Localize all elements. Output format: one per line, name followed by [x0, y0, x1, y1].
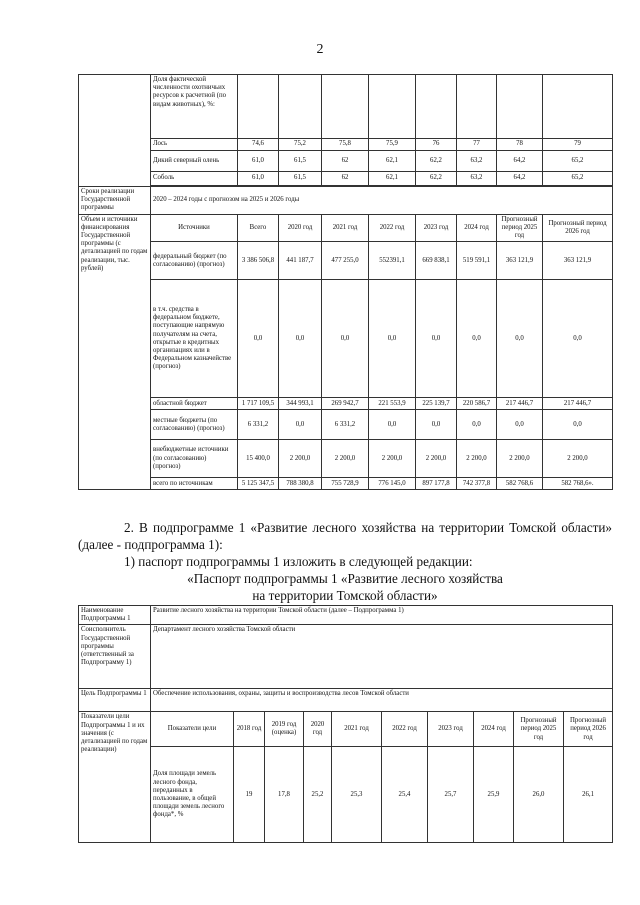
indicator-row-sable: Соболь 61,0 61,5 62 62,1 62,2 63,2 64,2 65,2 [79, 172, 613, 186]
funding-header-row: Объем и источники финансирования Государственной программы (с детализацией по годам реализации, тыс. рублей) Источники Всего 2020 год 2021 год 2022 год 2023 год 2024 год Прогнозный период 2025 год Прогнозный период 2026 год [79, 214, 613, 242]
passport-title-line1: «Паспорт подпрограммы 1 «Развитие лесного хозяйства [187, 571, 503, 586]
page-number: 2 [316, 42, 324, 57]
indicator-row-moose: Лось 74,6 75,2 75,8 75,9 76 77 78 79 [79, 139, 613, 151]
blank-label-cell [79, 75, 151, 187]
funding-row-extrabudget: внебюджетные источники (по согласованию) (прогноз) 15 400,0 2 200,0 2 200,0 2 200,0 2 200,0 2 200,0 2 200,0 2 200,0 [79, 440, 613, 478]
terms-value: 2020 – 2024 годы с прогнозом на 2025 и 2026 годы [151, 187, 613, 215]
funding-row-local: местные бюджеты (по согласованию) (прогноз) 6 331,2 0,0 6 331,2 0,0 0,0 0,0 0,0 0,0 [79, 410, 613, 440]
funding-label: Объем и источники финансирования Государственной программы (с детализацией по годам реализации, тыс. рублей) [79, 214, 151, 490]
terms-row: Сроки реализации Государственной программы 2020 – 2024 годы с прогнозом на 2025 и 2026 годы [79, 187, 613, 215]
funding-row-total: всего по источникам 5 125 347,5 788 380,8 755 728,9 776 145,0 897 177,8 742 377,8 582 768,6 582 768,6». [79, 478, 613, 490]
program-passport-table [78, 74, 613, 490]
subprogram-passport-table [78, 605, 613, 843]
goal-indicators-header-row: Показатели цели Подпрограммы 1 и их значения (с детализацией по годам реализации) Показатели цели 2018 год 2019 год (оценка) 2020 год 2021 год 2022 год 2023 год 2024 год Прогнозный период 2025 год Прогнозный период 2026 год [79, 712, 613, 747]
passport-title-line2: на территории Томской области» [252, 588, 438, 603]
subprogram-name-row: Наименование Подпрограммы 1 Развитие лесного хозяйства на территории Томской области (далее – Подпрограмма 1) [79, 606, 613, 625]
paragraph-subprogram-amendment: 2. В подпрограмме 1 «Развитие лесного хозяйства на территории Томской области» (далее - подпрограмма 1): [78, 520, 612, 552]
funding-row-federal: федеральный бюджет (по согласованию) (прогноз) 3 386 506,8 441 187,7 477 255,0 552391,1 669 838,1 519 591,1 363 121,9 363 121,9 [79, 242, 613, 280]
funding-row-federal-direct: в т.ч. средства в федеральном бюджете, поступающие напрямую получателям на счета, открытые в кредитных организациях или в Федеральном казначействе (прогноз) 0,0 0,0 0,0 0,0 0,0 0,0 0,0 0,0 [79, 280, 613, 398]
goal-row: Цель Подпрограммы 1 Обеспечение использования, охраны, защиты и воспроизводства лесов Томской области [79, 689, 613, 712]
indicator-header: Доля фактической численности охотничьих ресурсов к расчетной (по видам животных), %: [151, 75, 238, 139]
goal-indicators-label: Показатели цели Подпрограммы 1 и их значения (с детализацией по годам реализации) [79, 712, 151, 843]
funding-row-regional: областной бюджет 1 717 109,5 344 993,1 269 942,7 221 553,9 225 139,7 220 586,7 217 446,7 217 446,7 [79, 398, 613, 410]
paragraph-passport-instruction: 1) паспорт подпрограммы 1 изложить в следующей редакции: [124, 554, 473, 569]
co-executor-row: Соисполнитель Государственной программы (ответственный за Подпрограмму 1) Департамент лесного хозяйства Томской области [79, 625, 613, 689]
goal-indicator-row: Доля площади земель лесного фонда, переданных в пользование, в общей площади земель лесного фонда*, % 19 17,8 25,2 25,3 25,4 25,7 25,9 26,0 26,1 [79, 747, 613, 843]
indicator-row-reindeer: Дикий северный олень 61,0 61,5 62 62,1 62,2 63,2 64,2 65,2 [79, 151, 613, 172]
